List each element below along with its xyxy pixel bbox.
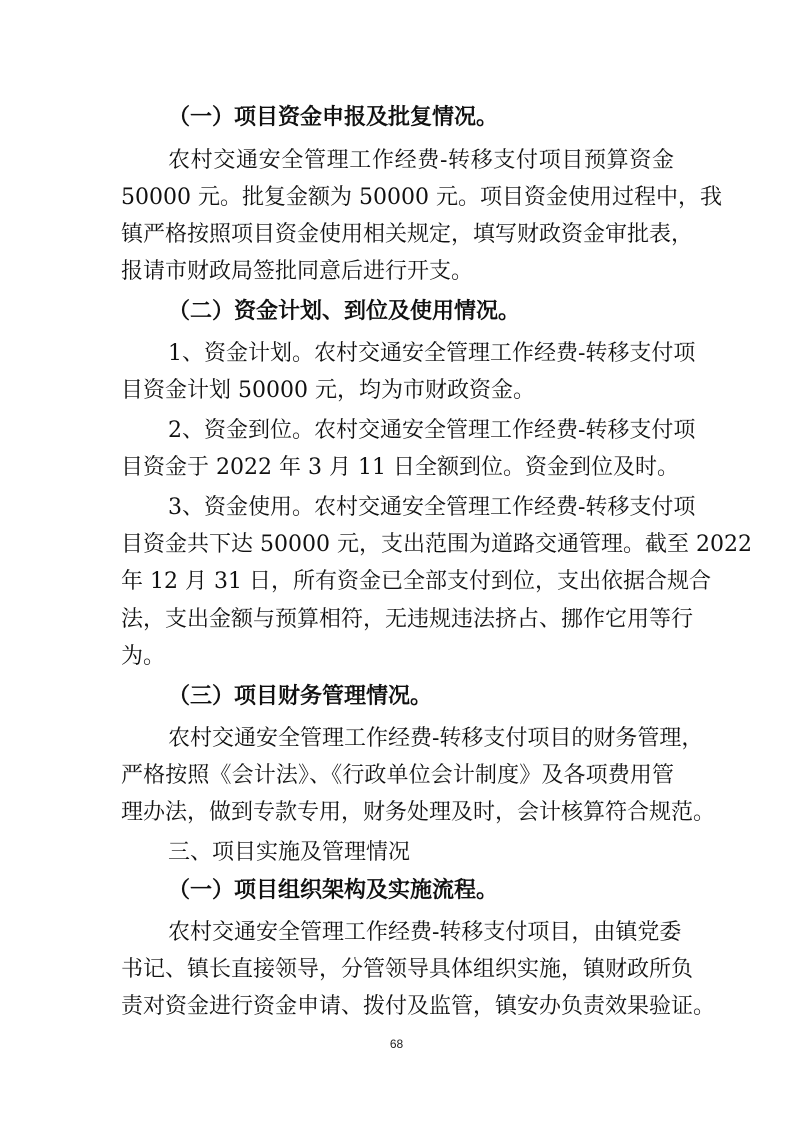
section-heading: （一）项目资金申报及批复情况。 xyxy=(168,105,499,130)
paragraph-line: 农村交通安全管理工作经费-转移支付项目的财务管理， xyxy=(168,726,704,751)
paragraph-line: 农村交通安全管理工作经费-转移支付项目预算资金 xyxy=(168,148,674,173)
paragraph-line: 理办法，做到专款专用，财务处理及时，会计核算符合规范。 xyxy=(121,800,716,825)
paragraph-line: 年 12 月 31 日，所有资金已全部支付到位，支出依据合规合 xyxy=(121,569,711,594)
paragraph-line: 农村交通安全管理工作经费-转移支付项目，由镇党委 xyxy=(168,920,682,945)
chapter-heading: 三、项目实施及管理情况 xyxy=(168,840,411,865)
page-number: 68 xyxy=(389,1037,404,1051)
paragraph-line: 目资金共下达 50000 元，支出范围为道路交通管理。截至 2022 xyxy=(121,532,752,557)
paragraph-line: 目资金于 2022 年 3 月 11 日全额到位。资金到位及时。 xyxy=(121,455,679,480)
section-heading: （三）项目财务管理情况。 xyxy=(168,684,433,709)
paragraph-line: 报请市财政局签批同意后进行开支。 xyxy=(121,259,474,284)
paragraph-line: 为。 xyxy=(121,644,166,669)
section-heading: （一）项目组织架构及实施流程。 xyxy=(168,878,499,903)
paragraph-line: 1、资金计划。农村交通安全管理工作经费-转移支付项 xyxy=(168,341,696,366)
paragraph-line: 50000 元。批复金额为 50000 元。项目资金使用过程中，我 xyxy=(121,185,722,210)
paragraph-line: 2、资金到位。农村交通安全管理工作经费-转移支付项 xyxy=(168,418,696,443)
paragraph-line: 严格按照《会计法》、《行政单位会计制度》及各项费用管 xyxy=(121,763,674,788)
section-heading: （二）资金计划、到位及使用情况。 xyxy=(168,299,521,324)
paragraph-line: 3、资金使用。农村交通安全管理工作经费-转移支付项 xyxy=(168,495,696,520)
paragraph-line: 目资金计划 50000 元，均为市财政资金。 xyxy=(121,378,535,403)
paragraph-line: 法，支出金额与预算相符，无违规违法挤占、挪作它用等行 xyxy=(121,607,694,632)
paragraph-line: 责对资金进行资金申请、拨付及监管，镇安办负责效果验证。 xyxy=(121,994,716,1019)
paragraph-line: 书记、镇长直接领导，分管领导具体组织实施，镇财政所负 xyxy=(121,957,694,982)
paragraph-line: 镇严格按照项目资金使用相关规定，填写财政资金审批表， xyxy=(121,222,694,247)
